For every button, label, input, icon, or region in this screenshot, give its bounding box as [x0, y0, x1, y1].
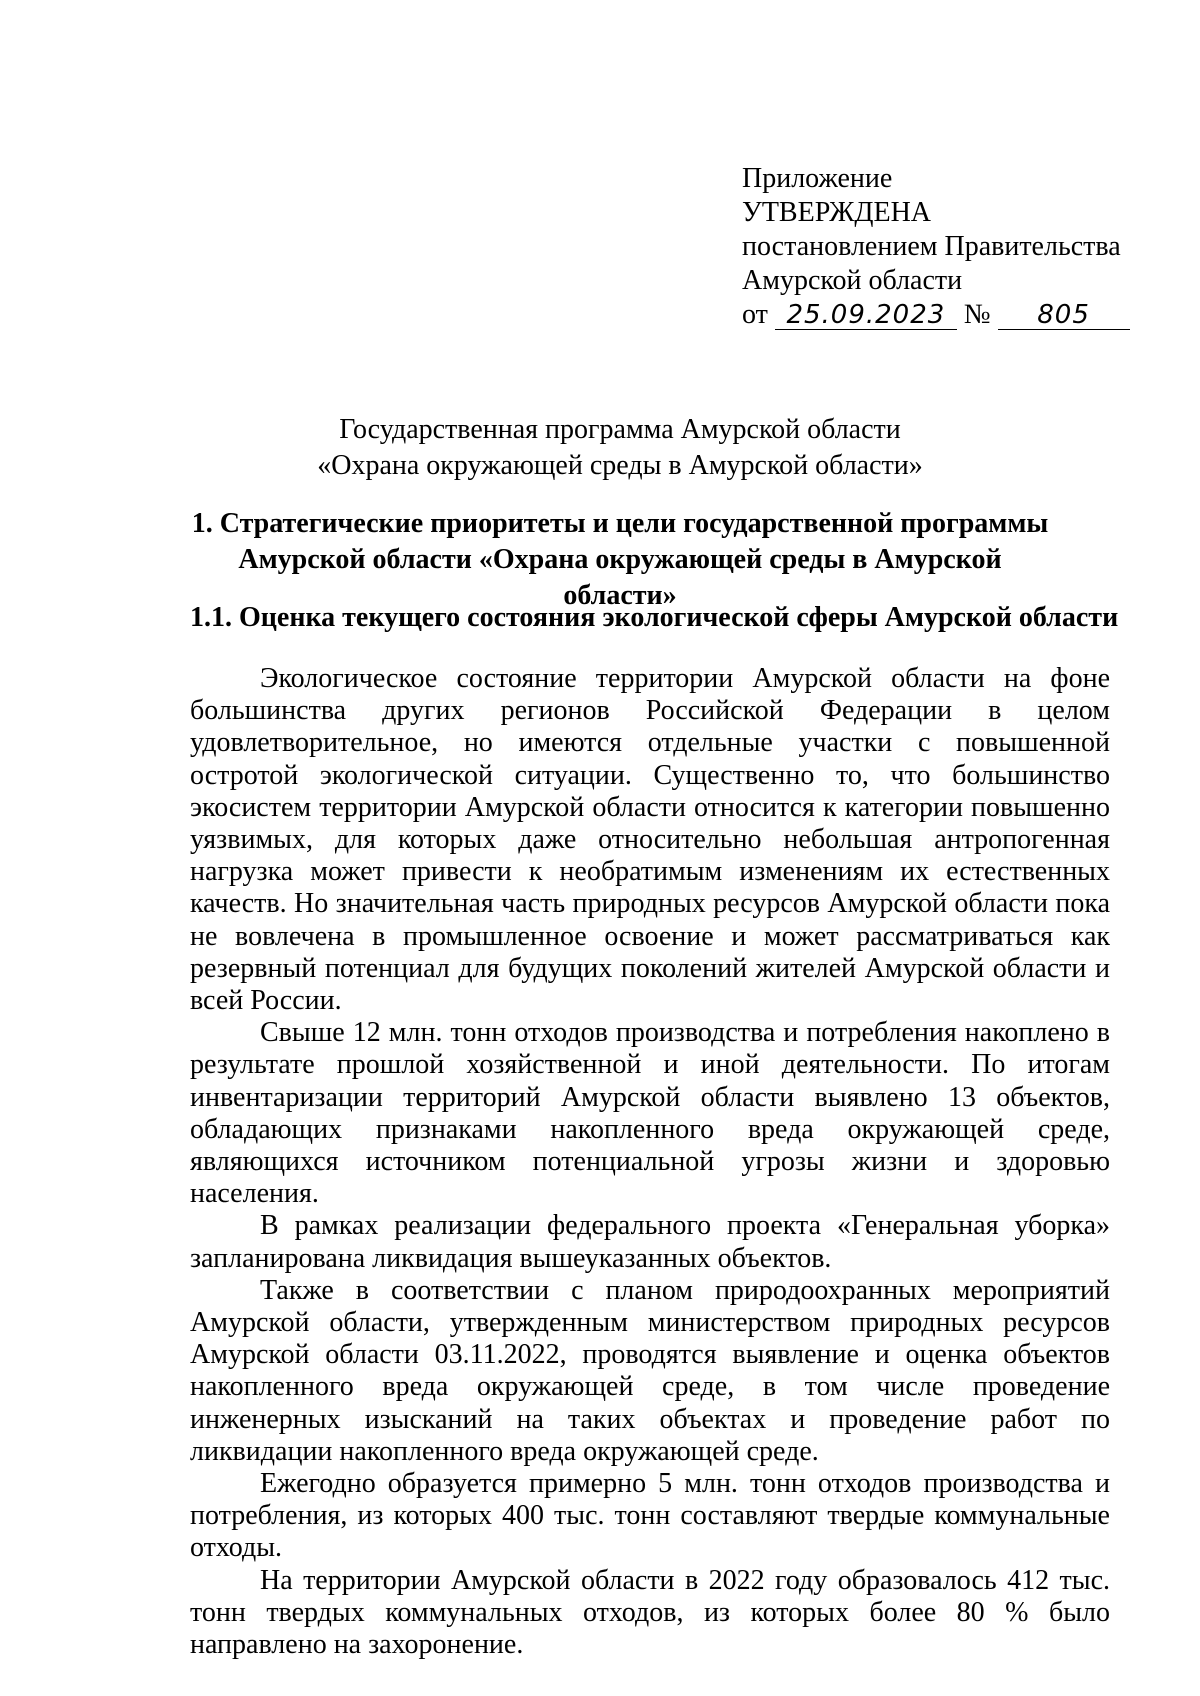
approval-block [742, 162, 1142, 332]
approval-region: Амурской области [742, 265, 963, 296]
handwritten-number: 805 [998, 301, 1130, 330]
section-heading-line-1: 1. Стратегические приоритеты и цели государственной программы [191, 508, 1049, 539]
handwritten-date: 25.09.2023 [775, 301, 957, 330]
paragraph: Экологическое состояние территории Амурской области на фоне большинства других регионов Российской Федерации в целом удовлетворительное, но имеются отдельные участки с повышенной остротой экологической ситуации. Существенно то, что большинство экосистем территории Амурской области относится к категории повышенно уязвимых, для которых даже относительно небольшая антропогенная нагрузка может привести к необратимым изменениям их естественных качеств. Но значительная часть природных ресурсов Амурской области пока не вовлечена в промышленное освоение и может рассматриваться как резервный потенциал для будущих поколений жителей Амурской области и всей России. [190, 663, 1110, 1017]
paragraph: В рамках реализации федерального проекта «Генеральная уборка» запланирована ликвидация вышеуказанных объектов. [190, 1210, 1110, 1274]
approval-approved: УТВЕРЖДЕНА [742, 197, 932, 228]
number-prefix: № [963, 299, 991, 330]
paragraph: На территории Амурской области в 2022 году образовалось 412 тыс. тонн твердых коммунальных отходов, из которых более 80 % было направлено на захоронение. [190, 1564, 1110, 1661]
approval-appendix: Приложение [742, 163, 893, 194]
date-prefix: от [742, 299, 768, 330]
body-text [190, 663, 1110, 1661]
program-title-line-1: Государственная программа Амурской области [339, 414, 901, 445]
section-heading-line-2: Амурской области «Охрана окружающей среды в Амурской области» [238, 544, 1002, 611]
paragraph: Также в соответствии с планом природоохранных мероприятий Амурской области, утвержденным министерством природных ресурсов Амурской области 03.11.2022, проводятся выявление и оценка объектов накопленного вреда окружающей среде, в том числе проведение инженерных изысканий на таких объектах и проведение работ по ликвидации накопленного вреда окружающей среде. [190, 1274, 1110, 1467]
subsection-heading: 1.1. Оценка текущего состояния экологической сферы Амурской области [190, 602, 1119, 633]
paragraph: Ежегодно образуется примерно 5 млн. тонн отходов производства и потребления, из которых 400 тыс. тонн составляют твердые коммунальные отходы. [190, 1468, 1110, 1564]
approval-date-number [742, 298, 1142, 332]
program-title-line-2: «Охрана окружающей среды в Амурской области» [317, 450, 923, 481]
approval-decree: постановлением Правительства [742, 231, 1121, 262]
section-heading [190, 506, 1050, 614]
paragraph: Свыше 12 млн. тонн отходов производства и потребления накоплено в результате прошлой хозяйственной и иной деятельности. По итогам инвентаризации территорий Амурской области выявлено 13 объектов, обладающих признаками накопленного вреда окружающей среде, являющихся источником потенциальной угрозы жизни и здоровью населения. [190, 1017, 1110, 1210]
program-title [190, 412, 1050, 484]
